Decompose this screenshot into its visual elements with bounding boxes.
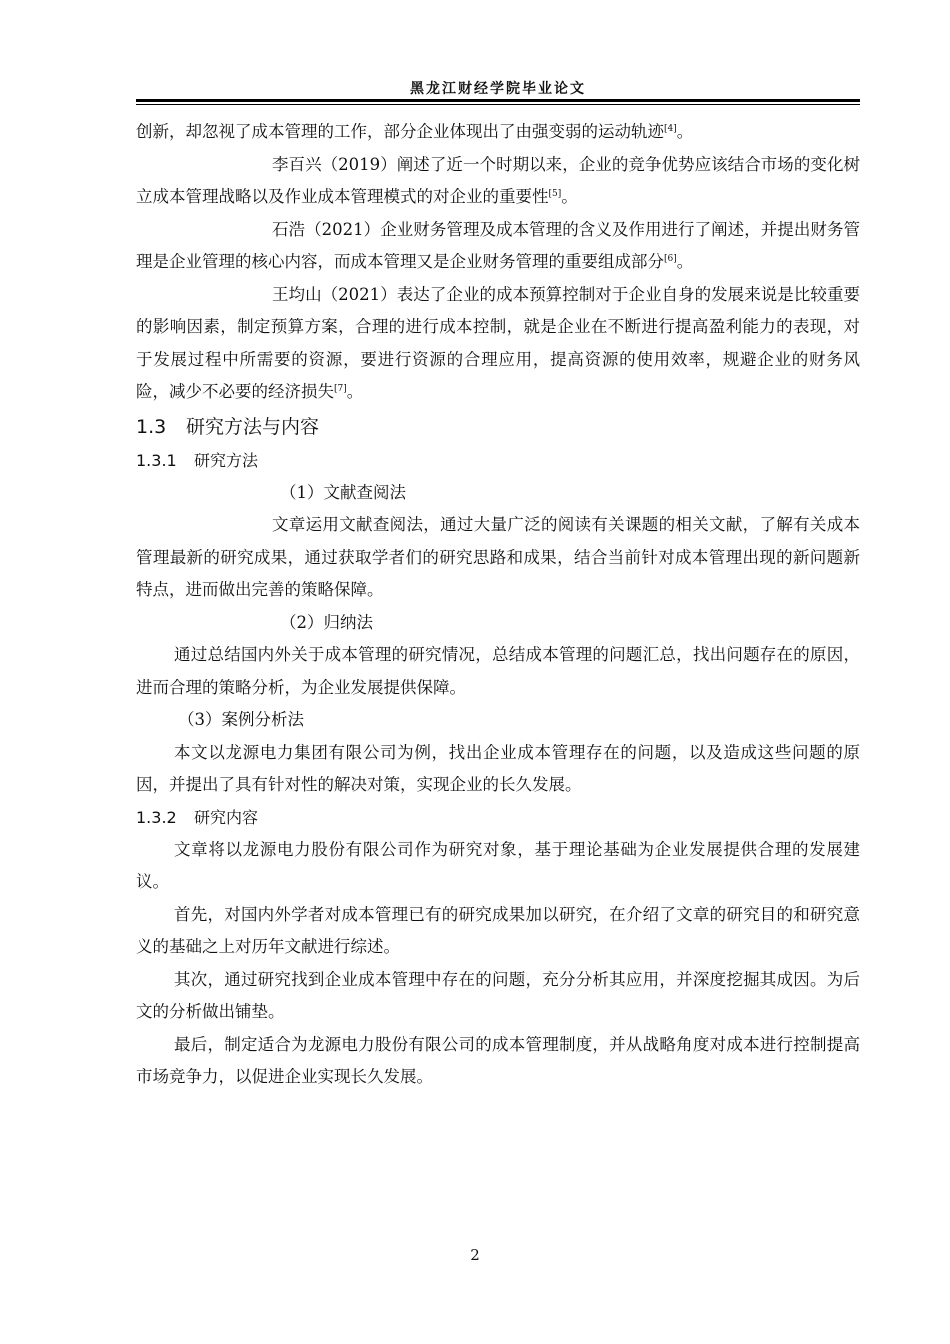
paragraph: 石浩（2021）企业财务管理及成本管理的含义及作用进行了阐述，并提出财务管理是企业管理的核心内容，而成本管理又是企业财务管理的重要组成部分[6]。 <box>136 219 860 271</box>
paragraph: 李百兴（2019）阐述了近一个时期以来，企业的竞争优势应该结合市场的变化树立成本管理战略以及作业成本管理模式的对企业的重要性[5]。 <box>136 154 860 206</box>
paragraph: 首先，对国内外学者对成本管理已有的研究成果加以研究，在介绍了文章的研究目的和研究意义的基础之上对历年文献进行综述。 <box>136 904 860 956</box>
page-header: 黑龙江财经学院毕业论文 <box>410 81 586 97</box>
citation[interactable]: [6] <box>664 254 677 264</box>
citation[interactable]: [4] <box>664 124 677 134</box>
subsection-heading: 1.3.1 研究方法 <box>136 450 259 470</box>
paragraph: 文章运用文献查阅法，通过大量广泛的阅读有关课题的相关文献，了解有关成本管理最新的研究成果，通过获取学者们的研究思路和成果，结合当前针对成本管理出现的新问题新特点，进而做出完善的策略保障。 <box>136 515 860 599</box>
header-rule-thin <box>136 104 860 105</box>
paragraph: 王均山（2021）表达了企业的成本预算控制对于企业自身的发展来说是比较重要的影响因素，制定预算方案，合理的进行成本控制，就是企业在不断进行提高盈利能力的表现，对于发展过程中所需要的资源，要进行资源的合理应用，提高资源的使用效率，规避企业的财务风险，减少不必要的经济损失[7]。 <box>136 284 860 401</box>
citation[interactable]: [7] <box>334 384 347 394</box>
subsection-heading: 1.3.2 研究内容 <box>136 807 259 827</box>
document-body <box>136 116 860 1094</box>
method-item-label: （3）案例分析法 <box>178 710 304 729</box>
citation[interactable]: [5] <box>548 189 562 199</box>
paragraph: 通过总结国内外关于成本管理的研究情况，总结成本管理的问题汇总，找出问题存在的原因，进而合理的策略分析，为企业发展提供保障。 <box>136 645 860 697</box>
paragraph: 最后，制定适合为龙源电力股份有限公司的成本管理制度，并从战略角度对成本进行控制提高市场竞争力，以促进企业实现长久发展。 <box>136 1034 860 1086</box>
page-number: 2 <box>470 1246 480 1264</box>
method-item-label: （2）归纳法 <box>280 612 373 632</box>
paragraph: 本文以龙源电力集团有限公司为例，找出企业成本管理存在的问题，以及造成这些问题的原因，并提出了具有针对性的解决对策，实现企业的长久发展。 <box>136 742 860 794</box>
section-heading: 1.3 研究方法与内容 <box>136 415 320 438</box>
method-item-label: （1）文献查阅法 <box>280 482 406 502</box>
header-rule-thick <box>136 99 860 102</box>
paragraph: 创新，却忽视了成本管理的工作，部分企业体现出了由强变弱的运动轨迹[4]。 <box>136 122 694 141</box>
paragraph: 其次，通过研究找到企业成本管理中存在的问题，充分分析其应用，并深度挖掘其成因。为后文的分析做出铺垫。 <box>136 969 860 1021</box>
paragraph: 文章将以龙源电力股份有限公司作为研究对象，基于理论基础为企业发展提供合理的发展建议。 <box>136 839 860 891</box>
